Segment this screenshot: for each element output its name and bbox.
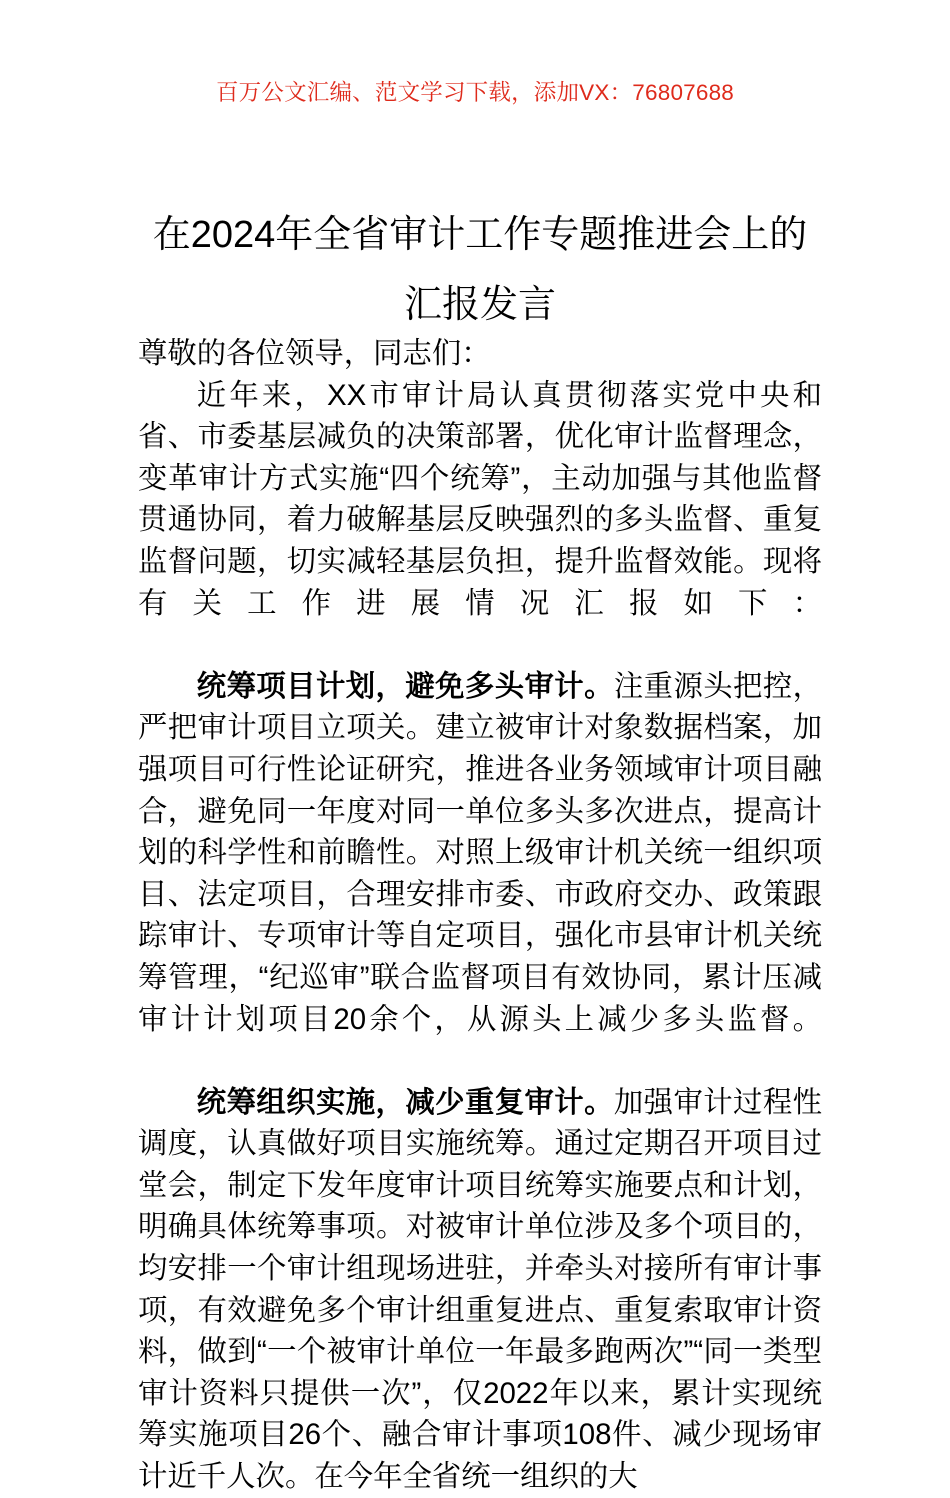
paragraph-2-lead: 统筹项目计划，避免多头审计。 (196, 669, 614, 703)
paragraph-1-text: 近年来，XX市审计局认真贯彻落实党中央和省、市委基层减负的决策部署，优化审计监督理念，变革审计方式实施“四个统筹”，主动加强与其他监督贯通协同，着力破解基层反映强烈的多头监督、重复监督问题，切实减轻基层负担，提升监督效能。现将有关工作进展情况汇报如下： (138, 378, 822, 620)
promo-banner (0, 78, 950, 108)
paragraph-2 (138, 666, 822, 1082)
paragraph-1 (138, 375, 822, 666)
promo-banner-text: 百万公文汇编、范文学习下载，添加VX：76807688 (215, 80, 735, 105)
document-body (138, 333, 822, 1498)
paragraph-3 (138, 1082, 822, 1498)
paragraph-2-text: 注重源头把控，严把审计项目立项关。建立被审计对象数据档案，加强项目可行性论证研究，推进各业务领域审计项目融合，避免同一年度对同一单位多头多次进点，提高计划的科学性和前瞻性。对照上级审计机关统一组织项目、法定项目，合理安排市委、市政府交办、政策跟踪审计、专项审计等自定项目，强化市县审计机关统筹管理，“纪巡审”联合监督项目有效协同，累计压减审计计划项目20余个，从源头上减少多头监督。 (138, 669, 823, 1036)
paragraph-3-text: 加强审计过程性调度，认真做好项目实施统筹。通过定期召开项目过堂会，制定下发年度审计项目统筹实施要点和计划，明确具体统筹事项。对被审计单位涉及多个项目的，均安排一个审计组现场进驻，并牵头对接所有审计事项，有效避免多个审计组重复进点、重复索取审计资料，做到“一个被审计单位一年最多跑两次”“同一类型审计资料只提供一次”，仅2022年以来，累计实现统筹实施项目26个、融合审计事项108件、减少现场审计近千人次。在今年全省统一组织的大 (138, 1085, 823, 1494)
salutation-line: 尊敬的各位领导，同志们： (138, 337, 491, 370)
page-title: 在2024年全省审计工作专题推进会上的汇报发言 (152, 214, 808, 327)
paragraph-3-lead: 统筹组织实施，减少重复审计。 (196, 1085, 614, 1119)
